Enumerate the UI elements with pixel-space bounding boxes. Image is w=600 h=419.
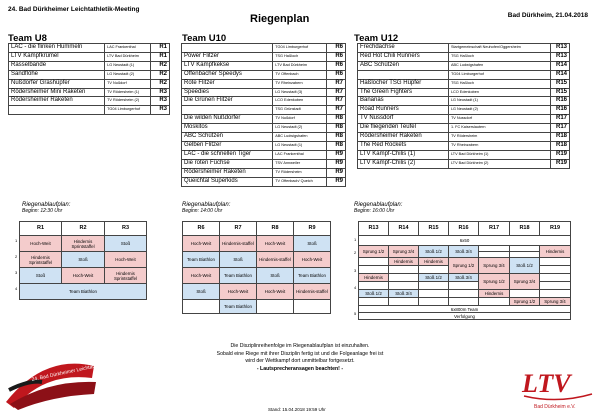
- row-number: 1: [354, 237, 357, 242]
- team-row: [182, 70, 346, 79]
- team-row: [358, 159, 570, 168]
- team-club: TSG Haßloch: [273, 52, 327, 61]
- schedule3-header: Riegenablaufplan: Beginn: 16:00 Uhr: [354, 202, 403, 214]
- sched-cell: Stoß: [62, 252, 105, 268]
- team-row: [182, 52, 346, 61]
- sched-header: R19: [540, 222, 571, 236]
- team-row: [358, 124, 570, 133]
- team-row: [9, 97, 170, 106]
- team-club: TG04 Limburgerhof: [273, 44, 327, 53]
- sched-cell: Hindernis: [359, 274, 389, 282]
- row-number: 2: [15, 254, 18, 259]
- sched-cell: Hoch-Weit: [183, 236, 220, 252]
- team-riege: R9: [327, 168, 346, 177]
- team-riege: R19: [551, 150, 570, 159]
- team-u10-title: Team U10: [182, 33, 227, 44]
- team-club: TSG Grünstadt: [273, 106, 327, 115]
- team-club: LG Neustadt (2): [448, 106, 550, 115]
- team-club: LAC Frankenthal: [273, 150, 327, 159]
- sched-cell: Stoß: [294, 236, 331, 252]
- ltv-logo: [520, 358, 596, 413]
- team-club: TV Nussdorf: [448, 115, 550, 124]
- header-meeting: 24. Bad Dürkheimer Leichtathletik-Meeting: [8, 6, 140, 13]
- team-row: [182, 124, 346, 133]
- team-name: Moskitos: [182, 124, 273, 133]
- team-row: [182, 159, 346, 168]
- sched-header: R14: [389, 222, 419, 236]
- team-row: [182, 177, 346, 186]
- team-name: Speedies: [182, 88, 273, 97]
- team-name: ABC Schützen: [358, 61, 449, 70]
- sched-cell: Hoch-Weit: [62, 268, 105, 284]
- team-row: [358, 106, 570, 115]
- team-u12-table: [357, 43, 570, 169]
- team-name: Sandflöhe: [9, 70, 105, 79]
- sched-header: R17: [479, 222, 510, 236]
- team-u8-table: [8, 43, 170, 115]
- sched-cell: Hindernis-staffel: [220, 236, 257, 252]
- sched-cell: Sprung 1/2: [510, 298, 540, 306]
- sched-cell: 6x800m Team: [359, 306, 571, 313]
- row-number: 4: [354, 285, 357, 290]
- sched-cell: Stoß: [20, 268, 62, 284]
- team-club: LG Neustadt (2): [105, 70, 151, 79]
- team-club: TSG Haßloch: [448, 79, 550, 88]
- team-row: [9, 88, 170, 97]
- team-club: TV Rheinzabern: [448, 141, 550, 150]
- ltv-logo-sub: Bad Dürkheim e.V.: [534, 404, 576, 410]
- sched-cell: Team Biathlon: [220, 268, 257, 284]
- team-name: Frechdachse: [358, 44, 449, 53]
- team-u12-title: Team U12: [354, 33, 399, 44]
- sched-header: R3: [105, 222, 147, 236]
- team-u10-table: [181, 43, 346, 187]
- team-club: LTV Bad Dürkheim (2): [448, 159, 550, 168]
- team-name: Rödersheimer Mini Raketen: [9, 88, 105, 97]
- team-name: Queichtal Superkids: [182, 177, 273, 186]
- team-club: ABC Ludwigshafen: [273, 133, 327, 142]
- team-name: Die fliegenden Teufel: [358, 124, 449, 133]
- sched-header: R1: [20, 222, 62, 236]
- ltv-logo-text: LTV: [522, 369, 571, 398]
- team-name: Gelben Flitzer: [182, 141, 273, 150]
- sched-header: R6: [183, 222, 220, 236]
- team-club: Startgemeinschaft Neuhofen/Oggersheim: [448, 44, 550, 53]
- team-riege: R6: [327, 61, 346, 70]
- sched-cell: Hoch-Weit: [220, 284, 257, 300]
- team-riege: R7: [327, 88, 346, 97]
- schedule1-header: Riegenablaufplan: Beginn: 12:30 Uhr: [22, 202, 71, 214]
- team-name: LTV Kampfkekse: [182, 61, 273, 70]
- schedule2-header: Riegenablaufplan: Beginn: 14:00 Uhr: [182, 202, 231, 214]
- row-number: 3: [15, 270, 18, 275]
- team-riege: R1: [151, 44, 170, 53]
- sched-cell: Sprung 1/2: [449, 258, 479, 274]
- team-club: TV Rheinzabern: [273, 79, 327, 88]
- team-row: [182, 133, 346, 142]
- team-name: Rasselbande: [9, 61, 105, 70]
- team-name: [182, 106, 273, 115]
- team-row: [358, 79, 570, 88]
- team-riege: R14: [551, 61, 570, 70]
- sched-cell: Team Biathlon: [20, 284, 147, 300]
- team-club: 1. FC Kaiserslautern: [448, 124, 550, 133]
- team-riege: R6: [327, 52, 346, 61]
- team-name: LTV Kampfkrümel: [9, 52, 105, 61]
- team-riege: R13: [551, 52, 570, 61]
- team-row: [182, 61, 346, 70]
- team-name: LAC - die flinken Hummeln: [9, 44, 105, 53]
- row-number: 5: [354, 311, 357, 316]
- team-club: TG04 Limburgerhof: [105, 106, 151, 115]
- team-club: LAC Frankenthal: [105, 44, 151, 53]
- sched-cell: Stoß 3/4: [389, 290, 419, 298]
- sched-cell: Stoß 1/2: [510, 258, 540, 274]
- team-club: TV Nußdorf: [105, 79, 151, 88]
- team-name: Die roten Füchse: [182, 159, 273, 168]
- team-riege: R2: [151, 79, 170, 88]
- team-club: LCO Edenkoben: [273, 97, 327, 106]
- team-row: [182, 106, 346, 115]
- team-club: TG04 Limburgerhof: [448, 70, 550, 79]
- team-club: TV Offenbach/ Queich: [273, 177, 327, 186]
- sched-cell: Hindernis-staffel: [294, 284, 331, 300]
- team-name: Rödersheimer Raketen: [9, 97, 105, 106]
- team-row: [358, 141, 570, 150]
- team-club: TSV Annweiler: [273, 159, 327, 168]
- stand-date: Stand: 15.04.2018 19:59 Uhr: [268, 407, 326, 412]
- team-name: Road Runners: [358, 106, 449, 115]
- team-riege: R16: [551, 106, 570, 115]
- sched-cell: Hindernis: [540, 246, 571, 258]
- team-club: LG Neustadt (2): [273, 124, 327, 133]
- sched-cell: Hindernis: [419, 258, 449, 266]
- team-name: TV Nussdorf: [358, 115, 449, 124]
- sched-cell: Hindernis: [389, 258, 419, 266]
- team-riege: R2: [151, 61, 170, 70]
- sched-cell: Stoß 1/2: [359, 290, 389, 298]
- team-riege: R16: [551, 97, 570, 106]
- sched-cell: Team Biathlon: [183, 252, 220, 268]
- team-row: [182, 168, 346, 177]
- team-row: [9, 61, 170, 70]
- sched-header: R13: [359, 222, 389, 236]
- team-club: LTV Bad Dürkheim: [273, 61, 327, 70]
- team-club: TV Rödersheim (1): [105, 88, 151, 97]
- team-riege: R17: [551, 115, 570, 124]
- sched-cell: Sprung 1/2: [359, 246, 389, 258]
- team-name: Red Hot Chili Runners: [358, 52, 449, 61]
- team-club: LG Neustadt (1): [448, 97, 550, 106]
- schedule3-table: [358, 221, 571, 320]
- team-name: LTV Kampf-Chilis (2): [358, 159, 449, 168]
- team-name: ABC Schützen: [182, 133, 273, 142]
- team-riege: R3: [151, 88, 170, 97]
- row-number: 2: [354, 250, 357, 255]
- team-row: [9, 79, 170, 88]
- sched-header: R8: [257, 222, 294, 236]
- team-riege: R15: [551, 79, 570, 88]
- meeting-logo-text: 24. Bad Dürkheimer Leichtathletik-Meeting: [31, 357, 125, 383]
- sched-cell: Hoch-Weit: [105, 252, 147, 268]
- team-club: TV Rödersheim (2): [105, 97, 151, 106]
- team-riege: R15: [551, 88, 570, 97]
- sched-cell: Hindernis: [479, 290, 510, 298]
- footer-notes: Die Disziplinreihenfolge im Riegenablaufplan ist einzuhalten. Sobald eine Riege mit ihrer Disziplin fertig ist und die Folgeanlage frei ist wird der Wettkampf dort unmittelbar fortgesetzt. - Lautsprecheransagen beachten! -: [216, 343, 384, 372]
- team-name: Bananas: [358, 97, 449, 106]
- team-name: LTV Kampf-Chilis (1): [358, 150, 449, 159]
- sched-cell: Stoß 3/4: [449, 274, 479, 282]
- team-riege: R9: [327, 177, 346, 186]
- sched-cell: Verfolgung: [359, 313, 571, 320]
- team-club: LCO Edenkoben: [448, 88, 550, 97]
- team-riege: R17: [551, 124, 570, 133]
- team-riege: R1: [151, 52, 170, 61]
- sched-cell: Hoch-Weit: [294, 252, 331, 268]
- team-club: TV Offenbach: [273, 70, 327, 79]
- team-riege: R7: [327, 106, 346, 115]
- team-club: LG Neustadt (3): [273, 88, 327, 97]
- team-name: Rödersheimer Raketen: [358, 133, 449, 142]
- schedule2-table: [182, 221, 331, 314]
- team-riege: R18: [551, 141, 570, 150]
- team-name: Rote Flitzer: [182, 79, 273, 88]
- team-riege: R8: [327, 115, 346, 124]
- team-row: [182, 97, 346, 106]
- sched-cell: Sprung 3/4: [389, 246, 419, 258]
- sched-cell: Hindernis-staffel: [257, 252, 294, 268]
- team-riege: R6: [327, 44, 346, 53]
- team-club: TV Nußdorf: [273, 115, 327, 124]
- team-row: [9, 70, 170, 79]
- team-riege: R9: [327, 150, 346, 159]
- sched-header: R2: [62, 222, 105, 236]
- sched-header: R18: [510, 222, 540, 236]
- team-row: [358, 88, 570, 97]
- sched-cell: Hoch-Weit: [20, 236, 62, 252]
- team-name: [9, 106, 105, 115]
- team-riege: R3: [151, 97, 170, 106]
- sched-cell: Team Biathlon: [294, 268, 331, 284]
- sched-header: R16: [449, 222, 479, 236]
- team-club: TV Rödersheim: [448, 133, 550, 142]
- sched-cell: Team Biathlon: [220, 300, 257, 314]
- header-date: Bad Dürkheim, 21.04.2018: [507, 12, 588, 19]
- sched-cell: Sprung 3/4: [510, 274, 540, 290]
- team-name: Offenbacher Speedys: [182, 70, 273, 79]
- team-name: Nußdorfer Grashüpfer: [9, 79, 105, 88]
- sched-header: R9: [294, 222, 331, 236]
- team-riege: R8: [327, 141, 346, 150]
- team-row: [358, 52, 570, 61]
- team-riege: R8: [327, 133, 346, 142]
- sched-cell: Hindernis Sprintstaffel: [20, 252, 62, 268]
- team-riege: R13: [551, 44, 570, 53]
- team-riege: R3: [151, 106, 170, 115]
- sched-header: R15: [419, 222, 449, 236]
- team-row: [182, 115, 346, 124]
- team-riege: R8: [327, 124, 346, 133]
- row-number: 4: [15, 286, 18, 291]
- sched-cell: Hoch-Weit: [183, 268, 220, 284]
- team-riege: R14: [551, 70, 570, 79]
- team-row: [358, 133, 570, 142]
- team-row: [358, 70, 570, 79]
- team-name: Haßlocher TSG Hüpfer: [358, 79, 449, 88]
- sched-cell: Stoß: [183, 284, 220, 300]
- team-club: TV Rödersheim: [273, 168, 327, 177]
- team-club: LG Neustadt (1): [105, 61, 151, 70]
- team-riege: R18: [551, 133, 570, 142]
- team-row: [358, 97, 570, 106]
- team-row: [9, 106, 170, 115]
- row-number: 3: [354, 268, 357, 273]
- sched-cell: Sprung 3/4: [479, 258, 510, 274]
- team-club: LTV Bad Dürkheim (1): [448, 150, 550, 159]
- sched-cell: Stoß: [257, 268, 294, 284]
- sched-cell: Hoch-Weit: [257, 236, 294, 252]
- sched-cell: Hindernis Sprintstaffel: [62, 236, 105, 252]
- team-club: ABC Ludwigshafen: [448, 61, 550, 70]
- sched-cell: Hoch-Weit: [257, 284, 294, 300]
- sched-cell: Stoß 1/2: [419, 246, 449, 258]
- team-row: [182, 141, 346, 150]
- team-name: The Red Rockets: [358, 141, 449, 150]
- team-riege: R2: [151, 70, 170, 79]
- team-riege: R7: [327, 79, 346, 88]
- team-riege: R6: [327, 70, 346, 79]
- team-u8-title: Team U8: [8, 33, 47, 44]
- row-number: 1: [15, 238, 18, 243]
- team-row: [9, 44, 170, 53]
- team-name: The Green Fighters: [358, 88, 449, 97]
- team-name: [358, 70, 449, 79]
- sched-cell: Sprung 1/2: [479, 274, 510, 290]
- team-row: [358, 61, 570, 70]
- meeting-logo: [4, 352, 125, 412]
- team-riege: R9: [327, 159, 346, 168]
- team-row: [182, 79, 346, 88]
- team-name: [182, 44, 273, 53]
- schedule1-table: [19, 221, 147, 300]
- team-row: [182, 88, 346, 97]
- team-name: Rödersheimer Raketen: [182, 168, 273, 177]
- sched-header: R7: [220, 222, 257, 236]
- team-name: LAC - die schnellen Tiger: [182, 150, 273, 159]
- team-name: Die wilden Nußdorfer: [182, 115, 273, 124]
- sched-cell: Stoß 3/4: [449, 246, 479, 258]
- sched-cell: Hindernis Sprintstaffel: [105, 268, 147, 284]
- sched-cell: Stoß: [105, 236, 147, 252]
- team-riege: R19: [551, 159, 570, 168]
- page-title: Riegenplan: [250, 13, 310, 25]
- team-row: [182, 44, 346, 53]
- team-name: Power Flitzer: [182, 52, 273, 61]
- team-club: TSG Haßloch: [448, 52, 550, 61]
- team-name: Die Grünen Flitzer: [182, 97, 273, 106]
- team-row: [358, 115, 570, 124]
- team-row: [9, 52, 170, 61]
- sched-cell: Sprung 3/4: [540, 298, 571, 306]
- team-row: [358, 150, 570, 159]
- sched-cell: Stoß: [220, 252, 257, 268]
- sched-cell: Stoß 1/2: [419, 274, 449, 282]
- team-riege: R7: [327, 97, 346, 106]
- team-row: [182, 150, 346, 159]
- team-club: LG Neustadt (1): [273, 141, 327, 150]
- team-row: [358, 44, 570, 53]
- team-club: LTV Bad Dürkheim: [105, 52, 151, 61]
- sched-cell: 6x50: [359, 236, 571, 246]
